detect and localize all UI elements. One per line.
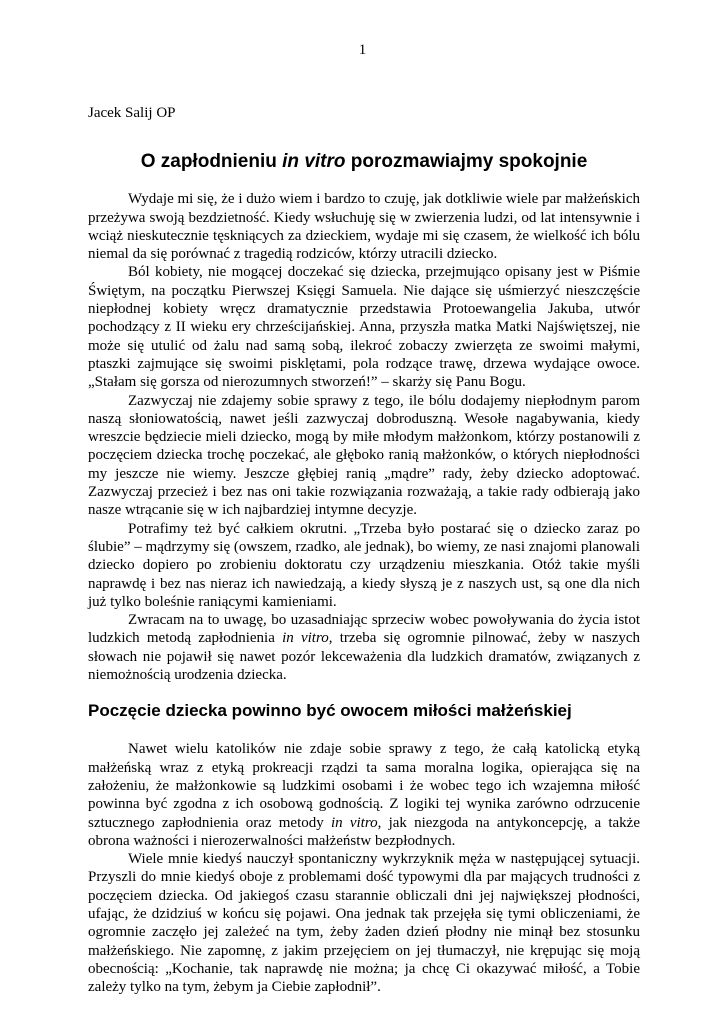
paragraph-text: Potrafimy też być całkiem okrutni. „Trzeba było postarać się o dziecko zaraz po ślubie” – mądrzymy się (owszem, rzadko, ale jednak), bo wiemy, ze nasi znajomi planowali dziecko dopiero po zrobieniu doktoratu czy urządzeniu mieszkania. Otóż takie myśli naprawdę i bez nas nieraz ich nawiedzają, a kiedy słyszą je z naszych ust, są one dla nich już tylko boleśnie raniącymi kamieniami. [88,520,640,610]
paragraph-text: Zwracam na to uwagę, bo uzasadniając sprzeciw wobec powoływania do życia istot ludzkich metodą zapłodnienia [88,612,640,647]
page-number: 1 [358,42,367,58]
paragraph-text: Wiele mnie kiedyś nauczył spontaniczny wykrzyknik męża w następującej sytuacji. Przyszli do mnie kiedyś oboje z problemami dość typowymi dla par mających trudności z poczęciem dziecka. Od jakiegoś czasu starannie obliczali dni jej największej płodności, ufając, że dzidziuś w końcu się pojawi. Ona jednak tak przejęła się tymi obliczeniami, że ogromnie zaczęło jej zależeć na tym, żeby żaden dzień płodny nie minął bez stosunku małżeńskiego. Nie zapomnę, z jakim przejęciem on jej tłumaczył, nie krępując się moją obecnością: „Kochanie, tak naprawdę nie można; ja chcę Ci okazywać miłość, a Tobie zależy tylko na tym, żebym ja Ciebie zapłodnił”. [88,851,640,996]
section-heading: Poczęcie dziecka powinno być owocem miłości małżeńskiej [88,701,572,721]
title-part-after: porozmawiajmy spokojnie [345,151,588,173]
paragraph-italic-term: in vitro [282,630,329,647]
paragraph-text: Wydaje mi się, że i dużo wiem i bardzo to czuję, jak dotkliwie wiele par małżeńskich przeżywa swoją bezdzietność. Kiedy wsłuchuję się w zwierzenia ludzi, od lat intensywnie i wciąż nieskutecznie tęskniących za dzieckiem, wydaje mi się czasem, że wielkość ich bólu niemal da się porównać z tragedią rodziców, którzy utracili dziecko. [88,191,640,263]
paragraph-text: Nawet wielu katolików nie zdaje sobie sprawy z tego, że całą katolicką etyką małżeńską wraz z etyką prokreacji rządzi ta sama moralna logika, opierająca się na założeniu, że małżonkowie są ludzkimi osobami i że wobec tego ich wzajemna miłość powinna być zgodna z ich osobową godnością. Z logiki tej wynika zarówno odrzucenie sztucznego zapłodnienia oraz metody [88,741,640,831]
author-line: Jacek Salij OP [88,105,176,121]
document-body [88,104,640,996]
paragraph-intro-5 [88,611,640,684]
title-part-before: O zapłodnieniu [140,151,283,173]
paragraph-intro-4 [88,520,640,611]
paragraph-italic-term: in vitro [330,814,378,831]
paragraph-intro-1 [88,190,640,263]
paragraph-text: Ból kobiety, nie mogącej doczekać się dziecka, przejmująco opisany jest w Piśmie Świętym, na początku Pierwszej Księgi Samuela. Nie dające się uśmierzyć nieszczęście niepłodnej kobiety wręcz dramatycznie przedstawia Protoewangelia Jakuba, utwór pochodzący z II wieku ery chrześcijańskiej. Anna, przyszła matka Matki Najświętszej, nie może się utulić od żalu nad samą sobą, ilekroć zobaczy zwierzęta ze swoimi małymi, ptaszki zajmujące się swoimi pisklętami, pola rodzące trawę, drzewa wydające owoce. „Stałam się gorsza od nierozumnych stworzeń!” – skarży się Panu Bogu. [88,264,640,391]
paragraph-text: , trzeba się ogromnie pilnować, żeby w naszych słowach nie pojawił się nawet pozór lekceważenia dla ludzkich dramatów, związanych z niemożnością urodzenia dziecka. [88,630,641,684]
paragraph-text: , jak niezgoda na antykoncepcję, a także obrona ważności i nierozerwalności małżeństw bezpłodnych. [88,814,640,849]
paragraph-section-1 [88,740,640,850]
paragraph-intro-2 [88,263,640,391]
document-title [88,150,640,174]
paragraph-intro-3 [88,392,640,520]
paragraph-text: Zazwyczaj nie zdajemy sobie sprawy z tego, ile bólu dodajemy niepłodnym parom naszą słoniowatością, nawet jeśli zazwyczaj dobroduszną. Wesołe nagabywania, kiedy wreszcie będziecie mieli dziecko, mogą by miłe młodym małżonkom, którzy postanowili z poczęciem dziecka trochę poczekać, ale głęboko ranią małżonków, o których niepłodności my jeszcze nie wiemy. Jeszcze głębiej ranią „mądre” rady, żeby dziecko adoptować. Zazwyczaj przecież i bez nas oni takie rozwiązania rozważają, a takie rady odbierają jako nasze wtrącanie się w ich najbardziej intymne decyzje. [88,392,640,519]
paragraph-section-2 [88,850,640,996]
title-part-italic: in vitro [282,151,346,173]
